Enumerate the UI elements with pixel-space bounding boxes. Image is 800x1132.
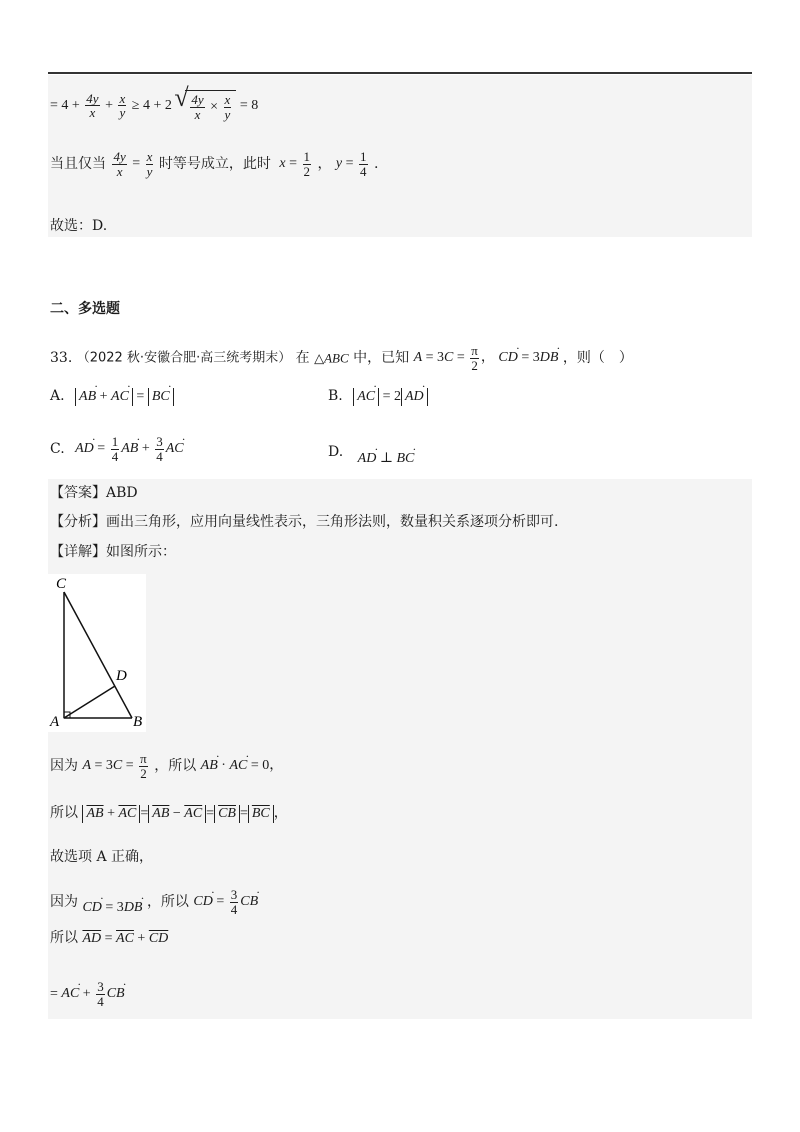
section-title: 二、多选题 bbox=[50, 301, 120, 317]
answer-value: ABD bbox=[106, 485, 138, 501]
detail-line bbox=[50, 545, 176, 559]
prev-solution-line-1: = 4 + $\frac{4y}{x}$ + $\frac{x}{y}$ ≥ 4 + 2 √ $\frac{4y}{x}$ × $\frac{x}{y}$ = 8 bbox=[50, 90, 258, 121]
option-c: C. AD · = $\frac{1}{4}$ AB · + $\frac{3}{4}$ AC · bbox=[50, 435, 184, 463]
prev-solution-line-2: 当且仅当 $\frac{4y}{x}$ = $\frac{x}{y}$ 时等号成立，此时 x = $\frac{1}{2}$ ， y = $\frac{1}{4}$ . bbox=[50, 149, 379, 179]
question-stem-known: 中，已知 bbox=[353, 350, 410, 367]
step1-so: ，所以 bbox=[154, 758, 197, 775]
top-rule bbox=[48, 72, 752, 74]
option-b-label: B. bbox=[328, 388, 343, 404]
solution-step-3: 故选项 A 正确， bbox=[50, 849, 154, 865]
prev-condition-sep: ， bbox=[317, 156, 332, 173]
option-c-label: C. bbox=[50, 441, 65, 458]
answer-line bbox=[50, 486, 138, 500]
solution-step-6: = AC · + $\frac{3}{4}$ CB · bbox=[50, 980, 125, 1008]
prev-condition-prefix: 当且仅当 bbox=[50, 156, 106, 173]
option-a-label: A. bbox=[50, 388, 65, 404]
analysis-text: 画出三角形，应用向量线性表示，三角形法则，数量积关系逐项分析即可. bbox=[106, 514, 559, 530]
detail-text: 如图所示： bbox=[106, 544, 176, 560]
step5-so: 所以 bbox=[50, 930, 78, 946]
label-d: D bbox=[116, 668, 127, 684]
prev-eq-prefix: = 4 + bbox=[50, 97, 80, 113]
label-c: C bbox=[56, 576, 67, 592]
option-b: B. AC · = 2 AD · bbox=[328, 388, 428, 406]
solution-step-2: 所以 $\overline{AB} + \overline{AC} = \overline{AB} - \overline{AC} = \overline{CB} = \overline{BC}$ ， bbox=[50, 805, 288, 821]
question-source: （2022 秋·安徽合肥·高三统考期末） bbox=[76, 350, 292, 366]
prev-conclusion: 故选：D. bbox=[50, 218, 108, 234]
solution-step-4: 因为 CD · = 3DB · ，所以 CD · = $\frac{3}{4}$ CB · bbox=[50, 888, 258, 916]
question-triangle: △ABC bbox=[314, 350, 349, 366]
triangle-figure bbox=[48, 574, 146, 732]
step2-so: 所以 bbox=[50, 805, 78, 821]
analysis-label: 【分析】 bbox=[50, 514, 106, 530]
detail-label: 【详解】 bbox=[50, 544, 106, 560]
question-stem: 33. （2022 秋·安徽合肥·高三统考期末） 在 △ABC 中，已知 A = 3C = $\frac{\pi}{2}$ ， CD · = 3DB · ，则（ ） bbox=[50, 344, 633, 372]
option-d-label: D. bbox=[328, 444, 344, 460]
question-stem-then: ，则（ ） bbox=[562, 350, 633, 367]
question-stem-in: 在 bbox=[295, 350, 310, 367]
solution-step-5: 所以 $\overline{AD} = \overline{AC} + \overline{CD}$ bbox=[50, 930, 169, 946]
label-b: B bbox=[133, 714, 143, 730]
analysis-line bbox=[50, 515, 558, 529]
prev-eq-result: = 8 bbox=[239, 97, 259, 113]
prev-condition-mid: 时等号成立，此时 bbox=[158, 156, 271, 173]
prev-eq-ge: ≥ 4 + 2 bbox=[131, 97, 172, 113]
option-d: D. AD · ⊥ BC · bbox=[328, 445, 414, 460]
answer-label: 【答案】 bbox=[50, 485, 106, 501]
label-a: A bbox=[50, 714, 60, 730]
option-a: A. AB · + AC · = BC · bbox=[50, 388, 174, 406]
step4-so: ，所以 bbox=[146, 894, 189, 911]
question-number: 33. bbox=[50, 350, 73, 367]
solution-step-1: 因为 A = 3C = $\frac{\pi}{2}$ ，所以 AB · · AC · = 0， bbox=[50, 752, 283, 780]
step1-because: 因为 bbox=[50, 758, 78, 775]
prev-condition-end: . bbox=[373, 156, 379, 173]
step4-because: 因为 bbox=[50, 894, 78, 911]
